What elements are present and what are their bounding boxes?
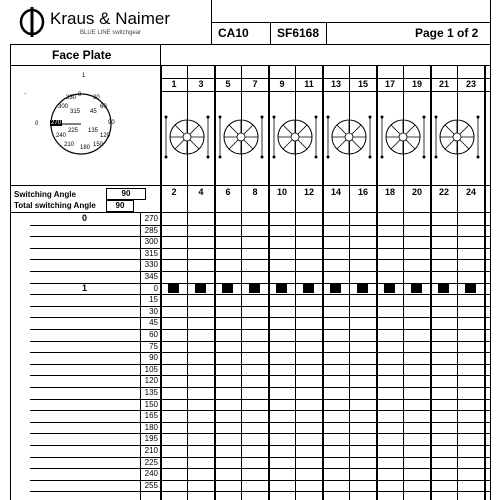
- angle-cell: 75: [149, 341, 158, 351]
- dial-num: 225: [68, 128, 79, 134]
- table-row-line: [30, 399, 490, 400]
- table-row-line: [30, 271, 490, 272]
- position-label: 1: [82, 282, 88, 293]
- brand-tagline: BLUE LINE switchgear: [80, 30, 142, 36]
- position-label: 0: [82, 213, 88, 223]
- header-sep-2: [326, 22, 327, 44]
- table-row-line: [30, 341, 490, 342]
- angle-cell: 0: [153, 283, 158, 293]
- frame-right: [490, 0, 491, 500]
- angle-cell: 60: [149, 330, 158, 339]
- dial-num: 60: [100, 104, 107, 110]
- frame-left: [10, 44, 11, 500]
- terminal-number-top: 15: [357, 79, 368, 89]
- terminal-number-top: 5: [225, 79, 231, 89]
- table-row-line: [30, 480, 490, 481]
- table-row-line: [30, 387, 490, 388]
- terminal-number-bottom: 22: [438, 187, 449, 197]
- terminal-number-top: 11: [304, 79, 314, 89]
- closed-contact-mark: [195, 284, 206, 293]
- closed-contact-mark: [438, 284, 449, 293]
- dial-dot: .: [24, 87, 27, 96]
- dial-num: 180: [80, 145, 91, 151]
- table-row-line: [30, 329, 490, 330]
- closed-contact-mark: [249, 284, 260, 293]
- closed-contact-mark: [222, 284, 233, 293]
- total-switching-angle-label: Total switching Angle: [14, 201, 96, 210]
- angle-cell: 270: [144, 214, 158, 223]
- dial-num: 330: [66, 95, 77, 101]
- switching-top: [10, 185, 160, 186]
- terminals-bottom-top: [160, 185, 490, 186]
- dial-num: 120: [100, 133, 111, 139]
- terminal-number-bottom: 24: [465, 187, 476, 197]
- angle-cell: 255: [144, 480, 158, 490]
- dial-num-highlight: 270: [51, 120, 62, 126]
- closed-contact-mark: [357, 284, 368, 293]
- closed-contact-mark: [384, 284, 395, 293]
- angle-column-divider: [140, 213, 141, 500]
- table-row-line: [30, 225, 490, 226]
- dial-num: 210: [64, 142, 75, 148]
- angle-cell: 195: [144, 434, 158, 444]
- dial-label-1: 1: [82, 73, 86, 79]
- angle-cell: 30: [149, 306, 158, 316]
- table-row-line: [30, 352, 490, 353]
- table-row-line: [30, 364, 490, 365]
- angle-cell: 105: [144, 364, 158, 374]
- table-row-line: [30, 375, 490, 376]
- phi-logo-icon: [18, 6, 46, 43]
- table-row-line: [30, 294, 490, 295]
- dial-num: 240: [56, 133, 67, 139]
- faceplate-title-bottom: [10, 65, 160, 66]
- terminal-number-top: 3: [198, 79, 204, 89]
- diagram-code: SF6168: [277, 26, 320, 40]
- switching-angle-label: Switching Angle: [14, 190, 76, 199]
- header-sep-1: [270, 22, 271, 44]
- dial-num: 90: [108, 120, 115, 126]
- terminals-spacer-line: [160, 91, 490, 92]
- dial-num: 135: [88, 128, 99, 134]
- terminal-number-top: 17: [384, 79, 395, 89]
- angle-cell: 240: [144, 469, 158, 479]
- terminal-number-top: 13: [330, 79, 341, 89]
- table-row-line: [30, 457, 490, 458]
- terminal-number-bottom: 10: [276, 187, 287, 197]
- terminal-number-top: 1: [171, 79, 177, 89]
- closed-contact-mark: [465, 284, 476, 293]
- terminal-number-bottom: 18: [384, 187, 395, 197]
- closed-contact-mark: [168, 284, 179, 293]
- terminal-number-bottom: 8: [252, 187, 258, 197]
- closed-contact-mark: [303, 284, 314, 293]
- dial-num: 315: [70, 109, 81, 115]
- header-midline: [211, 22, 490, 23]
- terminal-number-top: 7: [252, 79, 258, 89]
- contact-symbol-icon: [160, 107, 214, 167]
- table-row-line: [30, 422, 490, 423]
- table-row-line: [30, 259, 490, 260]
- angle-cell: 210: [144, 446, 158, 455]
- angle-cell: 165: [144, 411, 158, 421]
- angle-cell: 135: [144, 388, 158, 397]
- table-row-line: [30, 433, 490, 434]
- angle-cell: 90: [149, 353, 158, 363]
- angle-cell: 285: [144, 225, 158, 235]
- angle-cell: 15: [149, 295, 158, 305]
- table-row-line: [30, 410, 490, 411]
- angle-cell: 345: [144, 272, 158, 281]
- angle-cell: 150: [144, 399, 158, 409]
- dial-num: 150: [93, 142, 104, 148]
- terminal-number-bottom: 12: [303, 187, 314, 197]
- dial-num: 30: [93, 95, 100, 101]
- closed-contact-mark: [276, 284, 287, 293]
- terminal-number-bottom: 16: [357, 187, 368, 197]
- brand-name: Kraus & Naimer: [50, 9, 170, 28]
- dial-num: 0: [78, 92, 82, 98]
- dial-num: 45: [90, 109, 97, 115]
- angle-cell: 120: [144, 376, 158, 386]
- terminal-number-top: 19: [411, 79, 422, 89]
- terminal-number-bottom: 6: [225, 187, 231, 197]
- terminal-number-top: 21: [438, 79, 449, 89]
- terminal-number-bottom: 4: [198, 187, 204, 197]
- table-row-line: [30, 491, 490, 492]
- terminal-number-top: 9: [279, 79, 285, 89]
- angle-cell: 225: [144, 457, 158, 467]
- terminal-number-top: 23: [465, 79, 476, 89]
- angle-cell: 45: [149, 318, 158, 328]
- table-row-line: [30, 306, 490, 307]
- angle-cell: 315: [144, 248, 158, 258]
- model-code: CA10: [218, 26, 249, 40]
- dial-label-outer-0: 0: [35, 121, 39, 127]
- contact-symbol-icon: [214, 107, 268, 167]
- page-indicator: Page 1 of 2: [415, 26, 479, 40]
- total-switching-angle-value: 90: [106, 200, 134, 212]
- contact-symbol-icon: [322, 107, 376, 167]
- terminal-number-bottom: 14: [330, 187, 341, 197]
- faceplate-dial: [26, 74, 136, 171]
- closed-contact-mark: [330, 284, 341, 293]
- terminal-number-bottom: 20: [411, 187, 422, 197]
- switching-angle-value: 90: [106, 188, 146, 200]
- faceplate-title: Face Plate: [52, 48, 112, 62]
- table-row-line: [30, 248, 490, 249]
- angle-cell: 330: [144, 260, 158, 270]
- angle-cell: 180: [144, 422, 158, 432]
- contact-symbol-icon: [430, 107, 484, 167]
- header-bottom: [10, 44, 490, 45]
- dial-num: 300: [58, 104, 69, 110]
- table-row-line: [30, 468, 490, 469]
- closed-contact-mark: [411, 284, 422, 293]
- table-row-line: [30, 236, 490, 237]
- table-row-line: [30, 445, 490, 446]
- contact-symbol-icon: [268, 107, 322, 167]
- table-row-line: [30, 317, 490, 318]
- contact-symbol-icon: [376, 107, 430, 167]
- terminals-top-line: [160, 65, 490, 66]
- terminal-number-bottom: 2: [171, 187, 177, 197]
- angle-cell: 300: [144, 237, 158, 247]
